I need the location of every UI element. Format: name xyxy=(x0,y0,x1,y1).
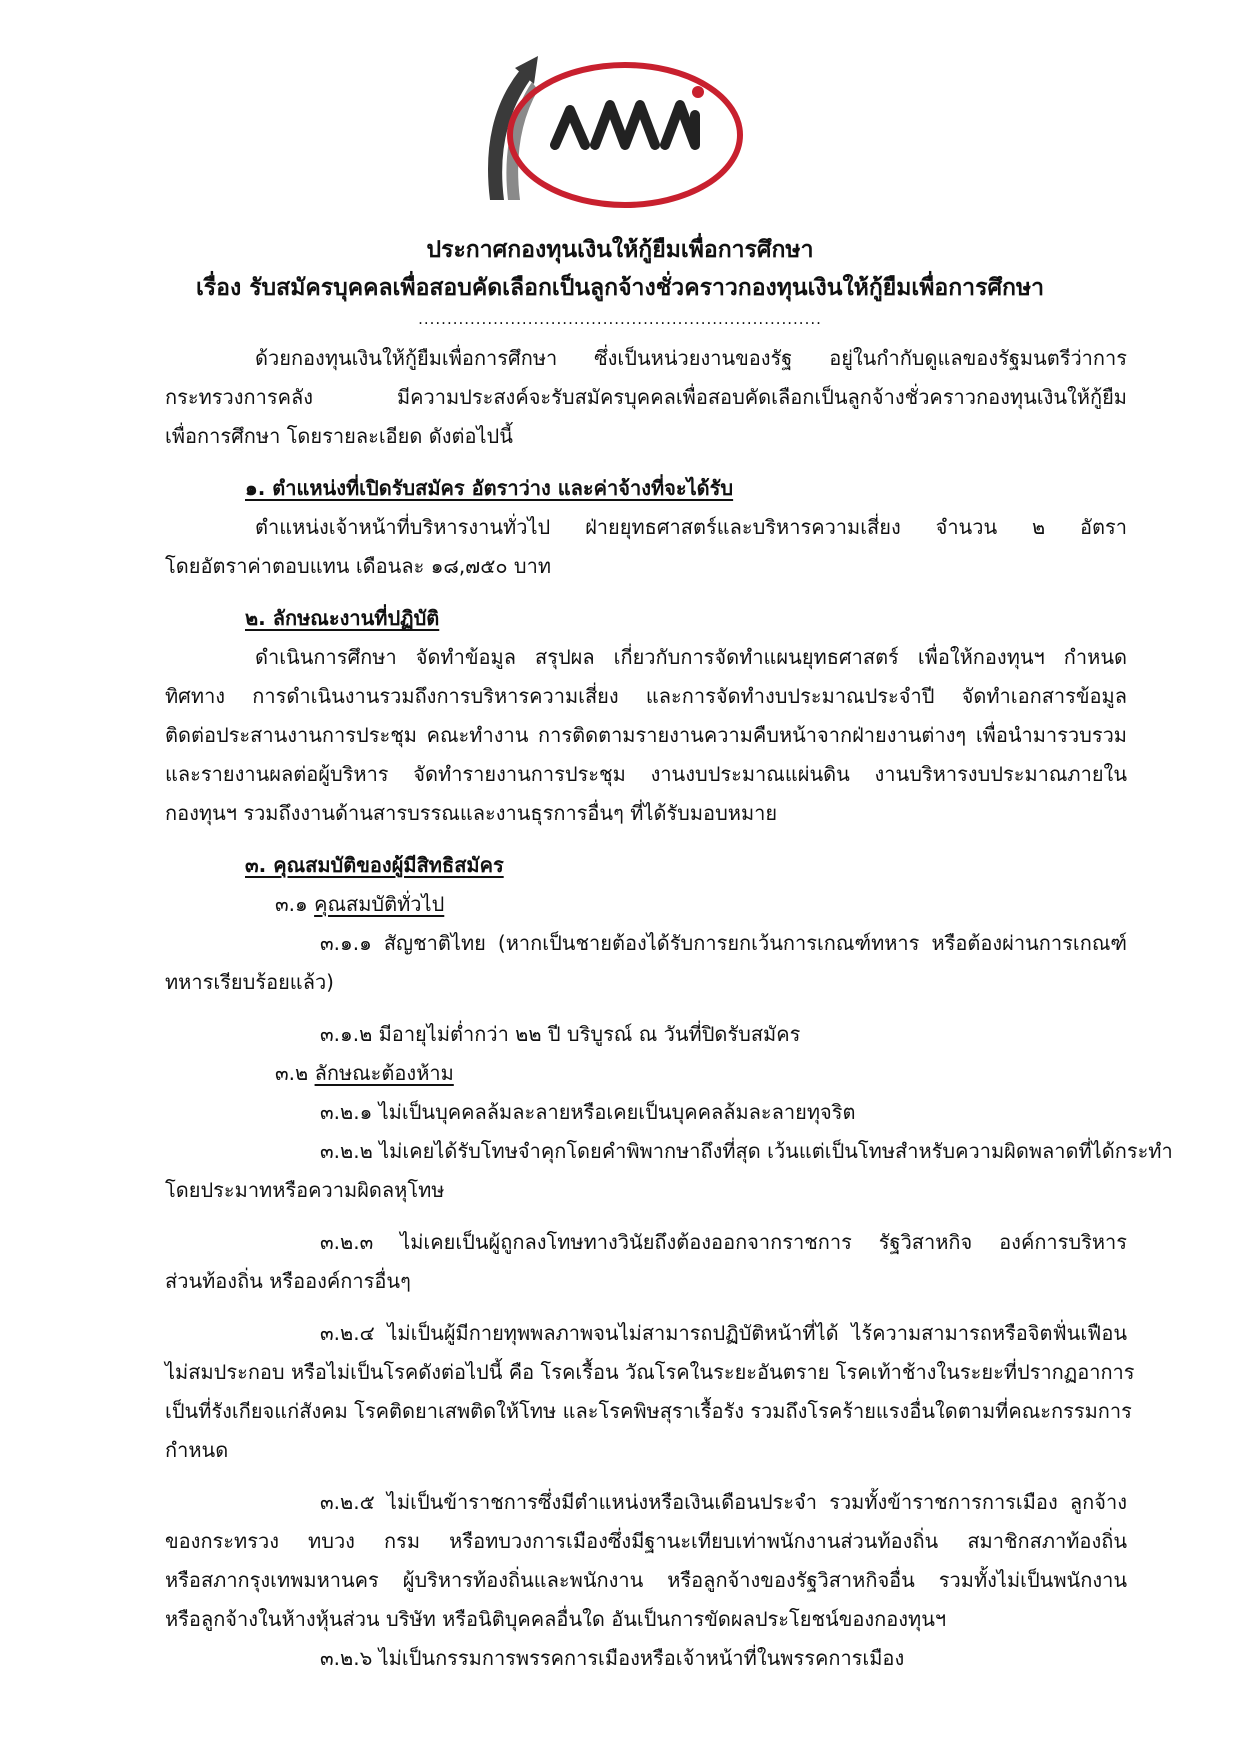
item-3-1-2: ๓.๑.๒ มีอายุไม่ต่ำกว่า ๒๒ ปี บริบูรณ์ ณ วันที่ปิดรับสมัคร xyxy=(320,1022,801,1046)
subsection-3-2-label: ลักษณะต้องห้าม xyxy=(314,1061,454,1085)
item-3-1-1-line-2: ทหารเรียบร้อยแล้ว) xyxy=(165,970,334,994)
section-2-heading: ๒. ลักษณะงานที่ปฏิบัติ xyxy=(245,606,440,630)
item-3-2-5-line-1: ๓.๒.๕ ไม่เป็นข้าราชการซึ่งมีตำแหน่งหรือเงินเดือนประจำ รวมทั้งข้าราชการการเมือง ลูกจ้าง xyxy=(320,1490,1127,1514)
logo-graphic xyxy=(460,50,760,220)
subsection-3-2 xyxy=(275,1060,454,1086)
intro-line-1: ด้วยกองทุนเงินให้กู้ยืมเพื่อการศึกษา ซึ่งเป็นหน่วยงานของรัฐ อยู่ในกำกับดูแลของรัฐมนตรีว่าการ xyxy=(255,346,1127,370)
item-3-1-1-line-1: ๓.๑.๑ สัญชาติไทย (หากเป็นชายต้องได้รับการยกเว้นการเกณฑ์ทหาร หรือต้องผ่านการเกณฑ์ xyxy=(320,931,1127,955)
section-2-line-2: ทิศทาง การดำเนินงานรวมถึงการบริหารความเสี่ยง และการจัดทำงบประมาณประจำปี จัดทำเอกสารข้อมูล xyxy=(165,684,1127,708)
section-2-line-1: ดำเนินการศึกษา จัดทำข้อมูล สรุปผล เกี่ยวกับการจัดทำแผนยุทธศาสตร์ เพื่อให้กองทุนฯ กำหนด xyxy=(255,645,1127,669)
section-2-line-4: และรายงานผลต่อผู้บริหาร จัดทำรายงานการประชุม งานงบประมาณแผ่นดิน งานบริหารงบประมาณภายใน xyxy=(165,762,1127,786)
subsection-3-1 xyxy=(275,891,444,917)
intro-line-2: กระทรวงการคลัง มีความประสงค์จะรับสมัครบุคคลเพื่อสอบคัดเลือกเป็นลูกจ้างชั่วคราวกองทุนเงินให้กู้ยืม xyxy=(165,385,1127,409)
item-3-2-4-line-2: ไม่สมประกอบ หรือไม่เป็นโรคดังต่อไปนี้ คือ โรคเรื้อน วัณโรคในระยะอันตราย โรคเท้าช้างในระยะที่ปรากฏอาการ xyxy=(165,1360,1135,1384)
item-3-2-4-line-3: เป็นที่รังเกียจแก่สังคม โรคติดยาเสพติดให้โทษ และโรคพิษสุราเรื้อรัง รวมถึงโรคร้ายแรงอื่นใดตามที่คณะกรรมการ xyxy=(165,1399,1132,1423)
section-2-line-3: ติดต่อประสานงานการประชุม คณะทำงาน การติดตามรายงานความคืบหน้าจากฝ่ายงานต่างๆ เพื่อนำมารวบรวม xyxy=(165,723,1127,747)
subsection-3-1-label: คุณสมบัติทั่วไป xyxy=(314,892,445,916)
item-3-2-5-line-4: หรือลูกจ้างในห้างหุ้นส่วน บริษัท หรือนิติบุคคลอื่นใด อันเป็นการขัดผลประโยชน์ของกองทุนฯ xyxy=(165,1607,947,1631)
item-3-2-2-line-1: ๓.๒.๒ ไม่เคยได้รับโทษจำคุกโดยคำพิพากษาถึงที่สุด เว้นแต่เป็นโทษสำหรับความผิดพลาดที่ได้กระทำ xyxy=(320,1139,1173,1163)
organization-logo xyxy=(460,50,760,220)
section-1-heading: ๑. ตำแหน่งที่เปิดรับสมัคร อัตราว่าง และค่าจ้างที่จะได้รับ xyxy=(245,476,734,500)
intro-line-3: เพื่อการศึกษา โดยรายละเอียด ดังต่อไปนี้ xyxy=(165,424,513,448)
item-3-2-5-line-2: ของกระทรวง ทบวง กรม หรือทบวงการเมืองซึ่งมีฐานะเทียบเท่าพนักงานส่วนท้องถิ่น สมาชิกสภาท้องถิ่น xyxy=(165,1529,1127,1553)
section-1-line-2: โดยอัตราค่าตอบแทน เดือนละ ๑๘,๗๕๐ บาท xyxy=(165,554,552,578)
document-subject: เรื่อง รับสมัครบุคคลเพื่อสอบคัดเลือกเป็นลูกจ้างชั่วคราวกองทุนเงินให้กู้ยืมเพื่อการศึกษา xyxy=(195,275,1045,301)
item-3-2-2-line-2: โดยประมาทหรือความผิดลหุโทษ xyxy=(165,1178,445,1202)
item-3-2-3-line-1: ๓.๒.๓ ไม่เคยเป็นผู้ถูกลงโทษทางวินัยถึงต้องออกจากราชการ รัฐวิสาหกิจ องค์การบริหาร xyxy=(320,1230,1127,1254)
item-3-2-6: ๓.๒.๖ ไม่เป็นกรรมการพรรคการเมืองหรือเจ้าหน้าที่ในพรรคการเมือง xyxy=(320,1646,905,1670)
item-3-2-4-line-1: ๓.๒.๔ ไม่เป็นผู้มีกายทุพพลภาพจนไม่สามารถปฏิบัติหน้าที่ได้ ไร้ความสามารถหรือจิตฟั่นเฟือน xyxy=(320,1321,1127,1345)
item-3-2-5-line-3: หรือสภากรุงเทพมหานคร ผู้บริหารท้องถิ่นและพนักงาน หรือลูกจ้างของรัฐวิสาหกิจอื่น รวมทั้งไม่เป็นพนักงาน xyxy=(165,1568,1127,1592)
subsection-3-2-number: ๓.๒ xyxy=(275,1061,309,1085)
title-separator: ...................................................................... xyxy=(418,310,822,328)
document-title: ประกาศกองทุนเงินให้กู้ยืมเพื่อการศึกษา xyxy=(426,237,814,263)
section-2-line-5: กองทุนฯ รวมถึงงานด้านสารบรรณและงานธุรการอื่นๆ ที่ได้รับมอบหมาย xyxy=(165,801,778,825)
item-3-2-3-line-2: ส่วนท้องถิ่น หรือองค์การอื่นๆ xyxy=(165,1269,411,1293)
section-3-heading: ๓. คุณสมบัติของผู้มีสิทธิสมัคร xyxy=(245,853,504,877)
subsection-3-1-number: ๓.๑ xyxy=(275,892,308,916)
item-3-2-4-line-4: กำหนด xyxy=(165,1438,229,1462)
item-3-2-1: ๓.๒.๑ ไม่เป็นบุคคลล้มละลายหรือเคยเป็นบุคคลล้มละลายทุจริต xyxy=(320,1100,856,1124)
section-1-line-1: ตำแหน่งเจ้าหน้าที่บริหารงานทั่วไป ฝ่ายยุทธศาสตร์และบริหารความเสี่ยง จำนวน ๒ อัตรา xyxy=(255,515,1127,539)
